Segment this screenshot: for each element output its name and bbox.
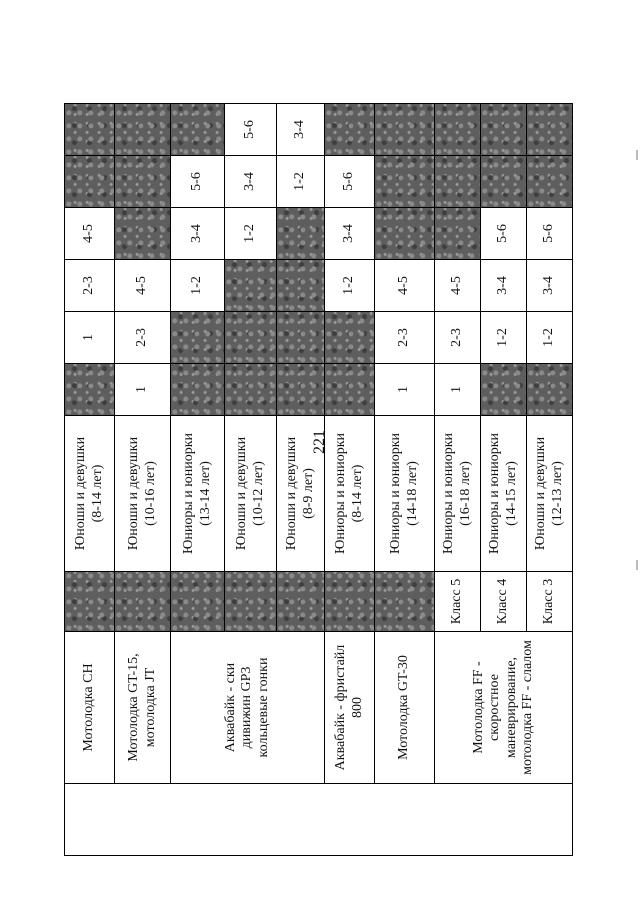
place-cell: 1-2	[325, 260, 375, 312]
discipline-cell: Аквабайк - фристайл 800	[325, 632, 375, 784]
class-cell: Класс 4	[481, 572, 527, 632]
class-cell	[375, 572, 435, 632]
place-cell: 1-2	[225, 208, 277, 260]
place-cell	[435, 104, 481, 156]
empty-margin-cell	[65, 784, 573, 856]
place-cell	[65, 364, 115, 416]
page-number: 221	[311, 430, 328, 454]
place-cell	[481, 104, 527, 156]
place-cell	[277, 208, 325, 260]
place-cell: 3-4	[171, 208, 225, 260]
age-group-cell: Юноши и девушки (10-16 лет)	[115, 416, 171, 572]
table-row	[435, 104, 481, 856]
table-row	[375, 104, 435, 856]
place-cell: 1-2	[171, 260, 225, 312]
rotated-table-wrapper	[64, 104, 565, 856]
age-group-cell: Юниоры и юниорки (14-15 лет)	[481, 416, 527, 572]
place-cell: 3-4	[527, 260, 573, 312]
place-cell: 1-2	[481, 312, 527, 364]
place-cell	[375, 208, 435, 260]
place-cell: 3-4	[481, 260, 527, 312]
place-cell	[481, 156, 527, 208]
place-cell	[225, 260, 277, 312]
class-cell	[325, 572, 375, 632]
place-cell: 1-2	[277, 156, 325, 208]
place-cell: 4-5	[115, 260, 171, 312]
place-cell	[375, 104, 435, 156]
age-group-cell: Юноши и девушки (8-14 лет)	[65, 416, 115, 572]
age-group-cell: Юниоры и юниорки (14-18 лет)	[375, 416, 435, 572]
place-cell	[115, 156, 171, 208]
place-cell	[325, 104, 375, 156]
place-cell: 2-3	[65, 260, 115, 312]
place-cell	[171, 104, 225, 156]
place-cell: 5-6	[481, 208, 527, 260]
class-cell	[65, 572, 115, 632]
place-cell	[225, 364, 277, 416]
place-cell	[325, 312, 375, 364]
age-group-cell: Юниоры и юниорки (8-14 лет)	[325, 416, 375, 572]
place-cell	[65, 104, 115, 156]
place-cell	[225, 312, 277, 364]
age-group-cell: Юниоры и юниорки (16-18 лет)	[435, 416, 481, 572]
scan-edge-mark	[636, 560, 638, 570]
table-row	[325, 104, 375, 856]
table-body	[65, 104, 573, 856]
place-cell: 2-3	[375, 312, 435, 364]
discipline-cell: Мотолодка FF - скоростное маневрирование, мотолодка FF - слалом	[435, 632, 573, 784]
place-cell	[375, 156, 435, 208]
place-cell: 2-3	[115, 312, 171, 364]
discipline-cell: Аквабайк - ски дивижин GP3 кольцевые гонки	[171, 632, 325, 784]
class-cell	[171, 572, 225, 632]
class-cell	[115, 572, 171, 632]
place-cell	[325, 364, 375, 416]
age-group-cell: Юноши и девушки (10-12 лет)	[225, 416, 277, 572]
place-cell: 3-4	[225, 156, 277, 208]
place-cell	[65, 156, 115, 208]
place-cell	[115, 104, 171, 156]
place-cell	[527, 156, 573, 208]
discipline-cell: Мотолодка СН	[65, 632, 115, 784]
place-cell	[277, 312, 325, 364]
place-cell: 2-3	[435, 312, 481, 364]
scan-edge-mark	[636, 150, 638, 160]
place-cell: 3-4	[277, 104, 325, 156]
place-cell: 1	[65, 312, 115, 364]
place-cell	[115, 208, 171, 260]
place-cell: 1	[435, 364, 481, 416]
competition-table	[64, 103, 573, 856]
table-row	[171, 104, 225, 856]
discipline-cell: Мотолодка GT-15, мотолодка JT	[115, 632, 171, 784]
class-cell: Класс 3	[527, 572, 573, 632]
place-cell	[527, 104, 573, 156]
table-row	[115, 104, 171, 856]
place-cell	[277, 260, 325, 312]
place-cell: 4-5	[435, 260, 481, 312]
place-cell: 1-2	[527, 312, 573, 364]
class-cell: Класс 5	[435, 572, 481, 632]
discipline-cell: Мотолодка GT-30	[375, 632, 435, 784]
place-cell: 5-6	[527, 208, 573, 260]
age-group-cell: Юниоры и юниорки (13-14 лет)	[171, 416, 225, 572]
place-cell: 1	[375, 364, 435, 416]
place-cell	[481, 364, 527, 416]
place-cell	[171, 312, 225, 364]
place-cell: 4-5	[375, 260, 435, 312]
place-cell: 1	[115, 364, 171, 416]
place-cell: 3-4	[325, 208, 375, 260]
age-group-cell: Юноши и девушки (12-13 лет)	[527, 416, 573, 572]
place-cell: 5-6	[225, 104, 277, 156]
place-cell: 5-6	[325, 156, 375, 208]
place-cell: 4-5	[65, 208, 115, 260]
place-cell	[435, 208, 481, 260]
class-cell	[225, 572, 277, 632]
place-cell	[277, 364, 325, 416]
table-row	[65, 104, 115, 856]
age-group-cell: Юноши и девушки (8-9 лет)	[277, 416, 325, 572]
place-cell: 5-6	[171, 156, 225, 208]
class-cell	[277, 572, 325, 632]
place-cell	[435, 156, 481, 208]
place-cell	[527, 364, 573, 416]
place-cell	[171, 364, 225, 416]
